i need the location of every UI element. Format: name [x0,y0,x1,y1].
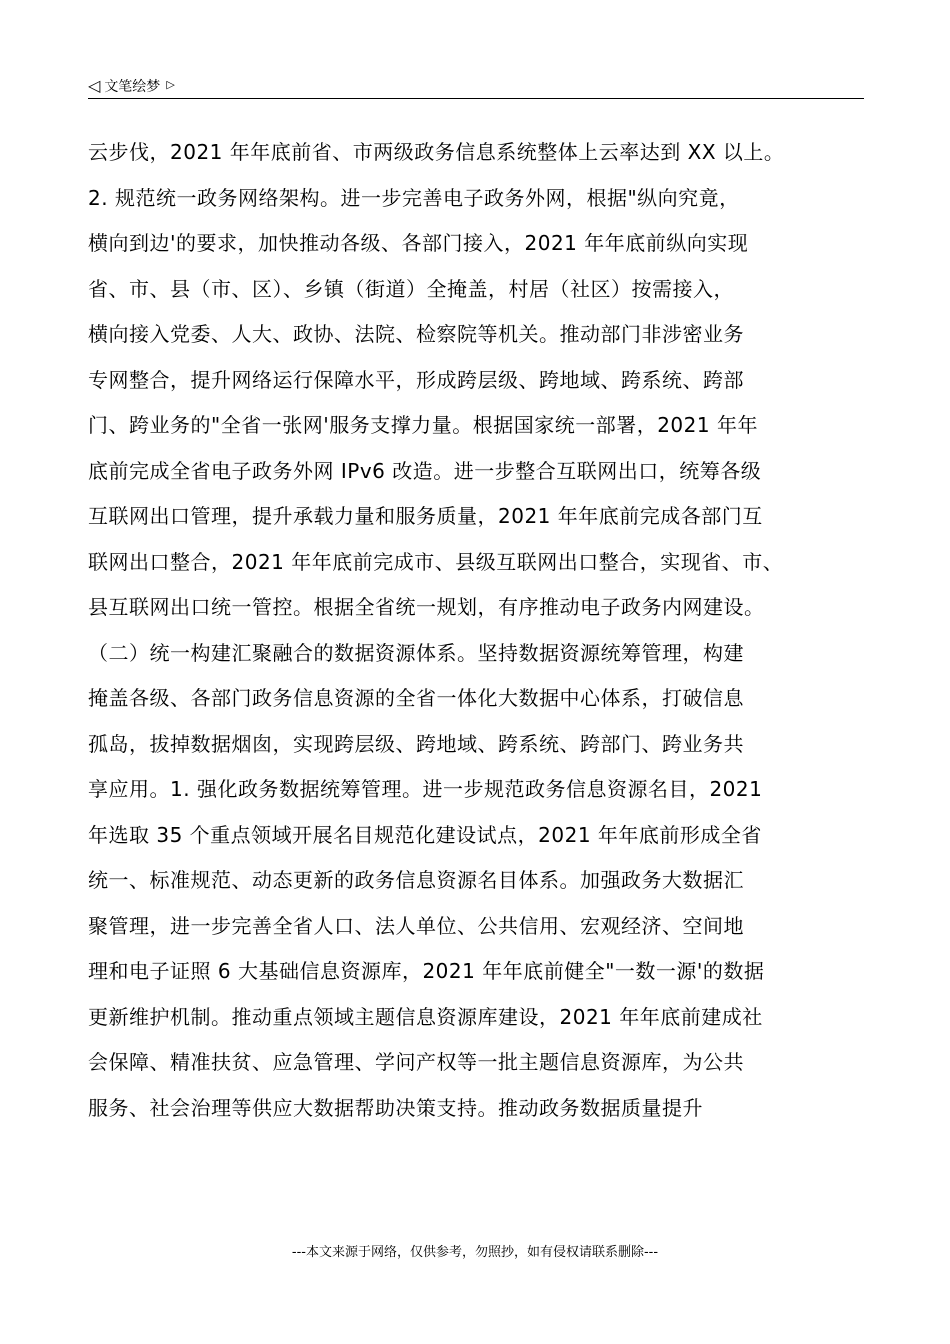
text-line: 2. 规范统一政务网络架构。进一步完善电子政务外网，根据"纵向究竟， [88,185,740,210]
text-line: 云步伐，2021 年年底前省、市两级政务信息系统整体上云率达到 XX 以上。 [88,140,785,164]
text-line: 享应用。1. 强化政务数据统筹管理。进一步规范政务信息资源名目，2021 [88,777,763,801]
text-line: 更新维护机制。推动重点领域主题信息资源库建设，2021 年年底前建成社 [88,1004,763,1029]
triangle-left-icon: ◁ [88,76,101,95]
text-line: （二）统一构建汇聚融合的数据资源体系。坚持数据资源统筹管理，构建 [88,640,744,665]
footer-disclaimer: ---本文来源于网络，仅供参考，勿照抄，如有侵权请联系删除--- [291,1245,659,1260]
text-line: 联网出口整合，2021 年年底前完成市、县级互联网出口整合，实现省、市、 [88,549,784,574]
text-line: 底前完成全省电子政务外网 IPv6 改造。进一步整合互联网出口，统筹各级 [88,458,762,483]
document-body [88,130,864,1131]
text-line: 统一、标准规范、动态更新的政务信息资源名目体系。加强政务大数据汇 [88,868,744,892]
text-line: 聚管理，进一步完善全省人口、法人单位、公共信用、宏观经济、空间地 [88,913,744,938]
text-line: 省、市、县（市、区）、乡镇（街道）全掩盖，村居（社区）按需接入， [88,276,734,301]
triangle-right-icon: ▷ [166,77,175,91]
text-line: 横向接入党委、人大、政协、法院、检察院等机关。推动部门非涉密业务 [88,322,744,346]
header-title: 文笔绘梦 [104,79,161,95]
text-line: 理和电子证照 6 大基础信息资源库，2021 年年底前健全"一数一源'的数据 [88,959,765,983]
text-line: 掩盖各级、各部门政务信息资源的全省一体化大数据中心体系，打破信息 [88,686,744,710]
page-header [88,74,864,98]
text-line: 互联网出口管理，提升承载力量和服务质量，2021 年年底前完成各部门互 [88,504,763,528]
text-line: 门、跨业务的"全省一张网'服务支撑力量。根据国家统一部署，2021 年年 [88,413,758,437]
header-divider [88,98,864,99]
text-line: 专网整合，提升网络运行保障水平，形成跨层级、跨地域、跨系统、跨部 [88,367,744,392]
text-line: 横向到边'的要求，加快推动各级、各部门接入，2021 年年底前纵向实现 [88,231,749,255]
text-line: 会保障、精准扶贫、应急管理、学问产权等一批主题信息资源库，为公共 [88,1050,744,1074]
text-line: 孤岛，拔掉数据烟囱，实现跨层级、跨地域、跨系统、跨部门、跨业务共 [88,731,744,756]
text-line: 县互联网出口统一管控。根据全省统一规划，有序推动电子政务内网建设。 [88,595,765,619]
text-line: 服务、社会治理等供应大数据帮助决策支持。推动政务数据质量提升 [88,1095,703,1120]
text-line: 年选取 35 个重点领域开展名目规范化建设试点，2021 年年底前形成全省 [88,822,762,847]
